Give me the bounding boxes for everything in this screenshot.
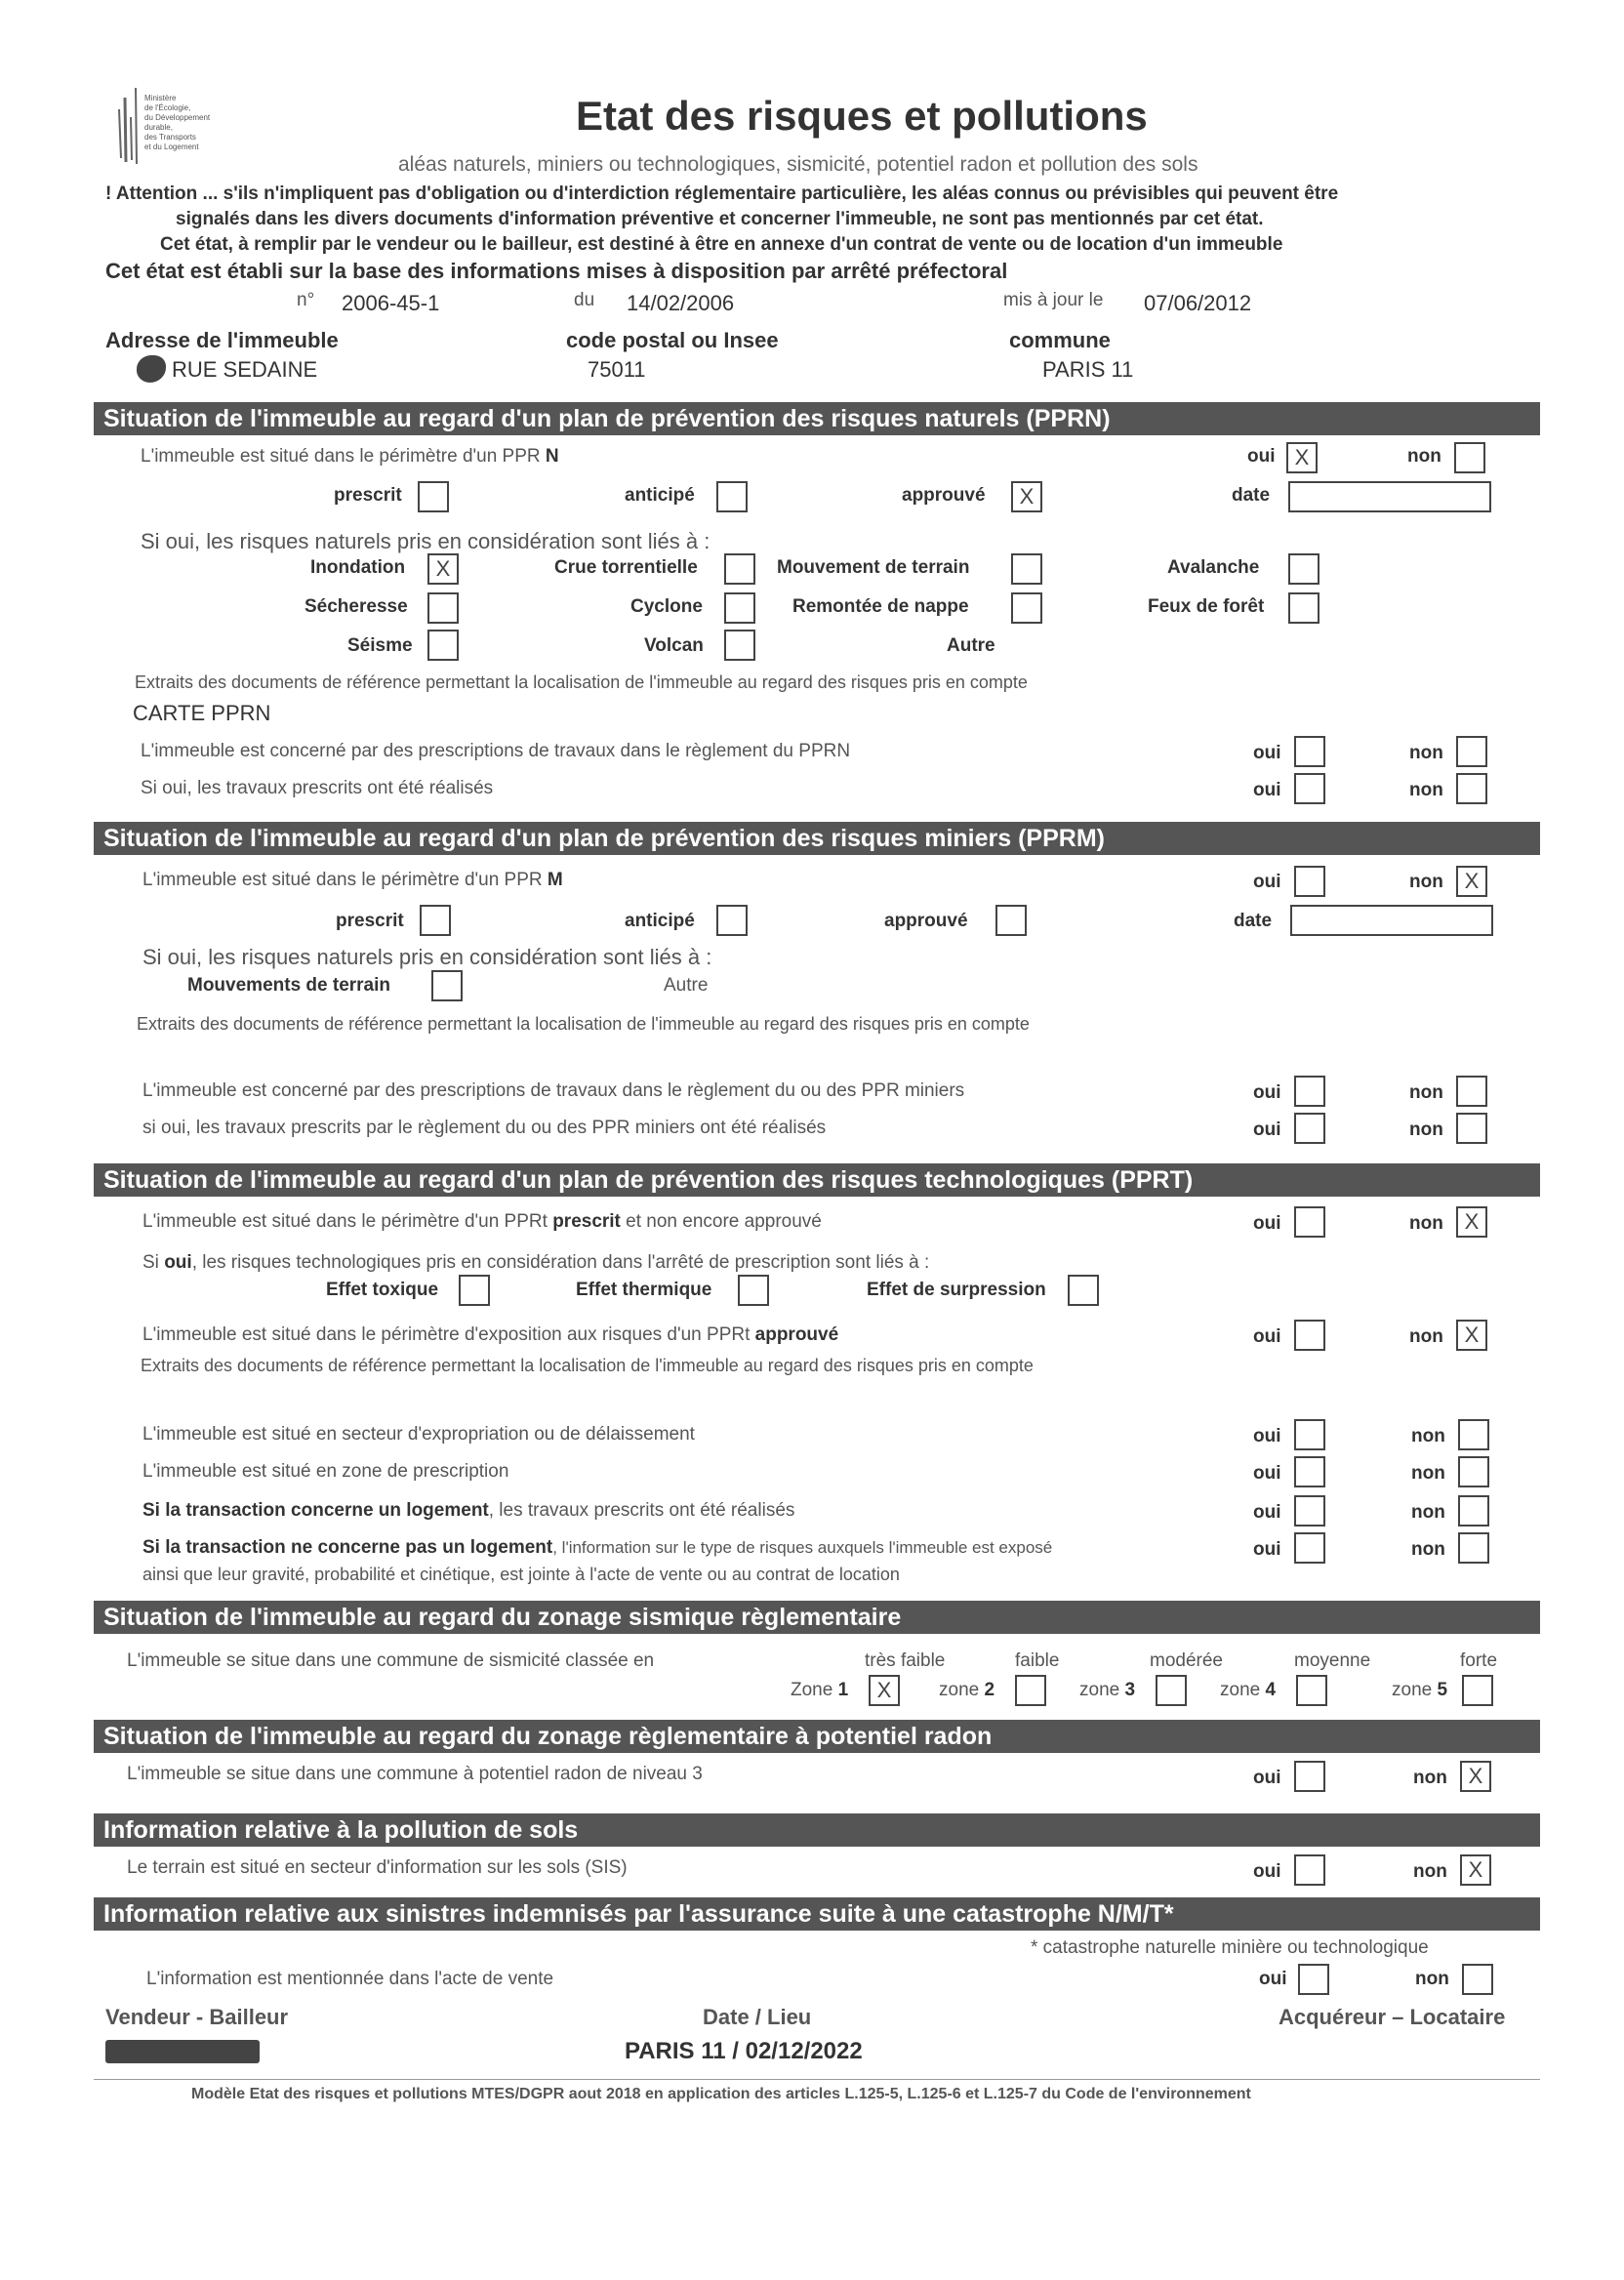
- pprt-q1-oui-label: oui: [1253, 1213, 1281, 1234]
- pprm-approuve-label: approuvé: [884, 911, 968, 931]
- cp-label: code postal ou Insee: [566, 328, 779, 352]
- pprt-q2-oui-checkbox[interactable]: [1294, 1320, 1325, 1351]
- pprn-approuve-checkbox[interactable]: X: [1011, 481, 1042, 512]
- pprt-q1-non-label: non: [1409, 1213, 1443, 1234]
- pprn-q2-non-checkbox[interactable]: [1456, 736, 1487, 767]
- pprt-q2-non-checkbox[interactable]: X: [1456, 1320, 1487, 1351]
- pollution-q: Le terrain est situé en secteur d'information sur les sols (SIS): [127, 1857, 628, 1878]
- pprn-q2-oui-label: oui: [1253, 743, 1281, 763]
- vendeur-signature-redacted: [105, 2040, 260, 2063]
- zone-5-label: zone 5: [1392, 1680, 1448, 1700]
- pprt-q4-non-label: non: [1411, 1463, 1445, 1484]
- sismique-level-2: faible: [1015, 1650, 1060, 1671]
- sismique-level-3: modérée: [1150, 1650, 1223, 1671]
- risk-autre-label: Autre: [947, 635, 995, 656]
- pprn-q1-oui-label: oui: [1247, 446, 1276, 467]
- pprm-q1-oui-label: oui: [1253, 872, 1281, 892]
- arrete-n-label: n°: [297, 290, 315, 310]
- pprn-date-field[interactable]: [1288, 481, 1491, 512]
- pprt-q3-oui-checkbox[interactable]: [1294, 1419, 1325, 1450]
- risk-remontee-checkbox[interactable]: [1011, 592, 1042, 624]
- zone-2-checkbox[interactable]: [1015, 1675, 1046, 1706]
- risk-cyclone-label: Cyclone: [630, 596, 703, 617]
- pprn-extraits-value: CARTE PPRN: [133, 701, 271, 725]
- risk-avalanche-checkbox[interactable]: [1288, 553, 1320, 585]
- commune-label: commune: [1009, 328, 1111, 352]
- pprm-anticipe-checkbox[interactable]: [716, 905, 748, 936]
- pprn-q3-oui-checkbox[interactable]: [1294, 773, 1325, 804]
- pprt-q4-non-checkbox[interactable]: [1458, 1456, 1489, 1487]
- pprm-q2-non-label: non: [1409, 1082, 1443, 1103]
- pprt-q1-non-checkbox[interactable]: X: [1456, 1206, 1487, 1238]
- risk-crue-label: Crue torrentielle: [554, 557, 698, 578]
- commune-value: PARIS 11: [1042, 357, 1134, 382]
- pprn-date-label: date: [1232, 485, 1271, 506]
- pprn-anticipe-label: anticipé: [625, 485, 695, 506]
- effet-thermique-label: Effet thermique: [576, 1280, 712, 1300]
- arrete-n-value: 2006-45-1: [342, 291, 440, 315]
- date-lieu-label: Date / Lieu: [703, 2005, 812, 2029]
- redaction-mark: [137, 355, 166, 383]
- page-title: Etat des risques et pollutions: [576, 93, 1148, 139]
- pprm-q2-oui-checkbox[interactable]: [1294, 1076, 1325, 1107]
- risk-secheresse-checkbox[interactable]: [427, 592, 459, 624]
- pprt-q6-oui-label: oui: [1253, 1539, 1281, 1560]
- risk-avalanche-label: Avalanche: [1167, 557, 1260, 578]
- pollution-oui-label: oui: [1253, 1861, 1281, 1882]
- pprt-q2-non-label: non: [1409, 1326, 1443, 1347]
- sismique-heading: Situation de l'immeuble au regard du zonage sismique règlementaire: [94, 1601, 1540, 1634]
- pprt-q5: Si la transaction concerne un logement, les travaux prescrits ont été réalisés: [142, 1500, 795, 1521]
- radon-oui-label: oui: [1253, 1768, 1281, 1788]
- pollution-non-checkbox[interactable]: X: [1460, 1854, 1491, 1886]
- radon-non-checkbox[interactable]: X: [1460, 1761, 1491, 1792]
- pprm-q2-non-checkbox[interactable]: [1456, 1076, 1487, 1107]
- risk-crue-checkbox[interactable]: [724, 553, 755, 585]
- pprt-q6-non-checkbox[interactable]: [1458, 1532, 1489, 1564]
- radon-q: L'immeuble se situe dans une commune à potentiel radon de niveau 3: [127, 1764, 703, 1784]
- pprn-q2: L'immeuble est concerné par des prescriptions de travaux dans le règlement du PPRN: [141, 741, 851, 761]
- sismique-level-1: très faible: [865, 1650, 946, 1671]
- pprm-autre-label: Autre: [664, 975, 709, 996]
- arrete-maj-label: mis à jour le: [1003, 290, 1104, 310]
- risk-remontee-label: Remontée de nappe: [792, 596, 969, 617]
- pprm-heading: Situation de l'immeuble au regard d'un plan de prévention des risques miniers (PPRM): [94, 822, 1540, 855]
- acquereur-label: Acquéreur – Locataire: [1279, 2005, 1506, 2029]
- attention-line-2: signalés dans les divers documents d'information préventive et concerner l'immeuble, ne sont pas mentionnés par cet état.: [176, 209, 1264, 229]
- pollution-heading: Information relative à la pollution de sols: [94, 1813, 1540, 1847]
- risk-inondation-label: Inondation: [310, 557, 406, 578]
- pprt-q4-oui-label: oui: [1253, 1463, 1281, 1484]
- arrete-maj-value: 07/06/2012: [1144, 291, 1252, 315]
- pprm-date-field[interactable]: [1290, 905, 1493, 936]
- zone-1-label: Zone 1: [791, 1680, 849, 1700]
- attention-line-1: ! Attention ... s'ils n'impliquent pas d'obligation ou d'interdiction réglementaire particulière, les aléas connus ou prévisibles qui peuvent être: [105, 183, 1339, 204]
- risk-seisme-label: Séisme: [347, 635, 413, 656]
- pprt-q5-oui-checkbox[interactable]: [1294, 1495, 1325, 1527]
- pprm-anticipe-label: anticipé: [625, 911, 695, 931]
- pprt-q6-non-label: non: [1411, 1539, 1445, 1560]
- effet-toxique-checkbox[interactable]: [459, 1275, 490, 1306]
- risk-mouvement-checkbox[interactable]: [1011, 553, 1042, 585]
- zone-2-label: zone 2: [939, 1680, 995, 1700]
- pprt-extraits: Extraits des documents de référence permettant la localisation de l'immeuble au regard des risques pris en compte: [141, 1356, 1034, 1375]
- pprn-q3-oui-label: oui: [1253, 780, 1281, 800]
- effet-thermique-checkbox[interactable]: [738, 1275, 769, 1306]
- sinistres-oui-checkbox[interactable]: [1298, 1964, 1329, 1995]
- pprm-q1: L'immeuble est situé dans le périmètre d'un PPR M: [142, 870, 563, 890]
- pprn-letter: N: [545, 446, 559, 467]
- sismique-level-4: moyenne: [1294, 1650, 1371, 1671]
- address-label: Adresse de l'immeuble: [105, 328, 339, 352]
- radon-oui-checkbox[interactable]: [1294, 1761, 1325, 1792]
- pprm-extraits: Extraits des documents de référence permettant la localisation de l'immeuble au regard des risques pris en compte: [137, 1014, 1030, 1034]
- pprt-q4: L'immeuble est situé en zone de prescription: [142, 1461, 509, 1482]
- zone-1-checkbox[interactable]: X: [869, 1675, 900, 1706]
- risk-mouvement-label: Mouvement de terrain: [777, 557, 970, 578]
- pprn-q3: Si oui, les travaux prescrits ont été réalisés: [141, 778, 494, 798]
- pprt-q3-oui-label: oui: [1253, 1426, 1281, 1446]
- pprn-anticipe-checkbox[interactable]: [716, 481, 748, 512]
- pprt-q3: L'immeuble est situé en secteur d'expropriation ou de délaissement: [142, 1424, 695, 1445]
- zone-3-label: zone 3: [1079, 1680, 1136, 1700]
- pprm-q1-oui-checkbox[interactable]: [1294, 866, 1325, 897]
- arrete-du-label: du: [574, 290, 595, 310]
- pprm-q3: si oui, les travaux prescrits par le règlement du ou des PPR miniers ont été réalisés: [142, 1118, 827, 1138]
- pprn-q3-non-checkbox[interactable]: [1456, 773, 1487, 804]
- pprt-q5-non-checkbox[interactable]: [1458, 1495, 1489, 1527]
- risk-feux-checkbox[interactable]: [1288, 592, 1320, 624]
- sinistres-oui-label: oui: [1259, 1969, 1287, 1989]
- pprm-q3-oui-label: oui: [1253, 1120, 1281, 1140]
- pprn-q2-non-label: non: [1409, 743, 1443, 763]
- pprt-q1-oui-checkbox[interactable]: [1294, 1206, 1325, 1238]
- page-subtitle: aléas naturels, miniers ou technologiques, sismicité, potentiel radon et pollution des sols: [398, 153, 1198, 176]
- risk-secheresse-label: Sécheresse: [304, 596, 408, 617]
- pprt-heading: Situation de l'immeuble au regard d'un plan de prévention des risques technologiques (PPRT): [94, 1163, 1540, 1197]
- pprt-q3-non-checkbox[interactable]: [1458, 1419, 1489, 1450]
- zone-4-label: zone 4: [1220, 1680, 1277, 1700]
- zone-4-checkbox[interactable]: [1296, 1675, 1327, 1706]
- risk-volcan-label: Volcan: [644, 635, 704, 656]
- pprm-mouvements-checkbox[interactable]: [431, 970, 463, 1001]
- pprm-q1-non-label: non: [1409, 872, 1443, 892]
- cp-value: 75011: [588, 357, 646, 382]
- pprm-q2-oui-label: oui: [1253, 1082, 1281, 1103]
- pprt-q6-line2: ainsi que leur gravité, probabilité et cinétique, est jointe à l'acte de vente ou au contrat de location: [142, 1565, 900, 1584]
- pprm-approuve-checkbox[interactable]: [995, 905, 1027, 936]
- ministry-logo: [115, 88, 252, 166]
- pprt-q2: L'immeuble est situé dans le périmètre d'exposition aux risques d'un PPRt approuvé: [142, 1324, 839, 1345]
- pprn-prescrit-checkbox[interactable]: [418, 481, 449, 512]
- pprm-mouvements-label: Mouvements de terrain: [187, 975, 390, 996]
- sinistres-non-label: non: [1415, 1969, 1449, 1989]
- footer-divider: [94, 2079, 1540, 2080]
- risk-cyclone-checkbox[interactable]: [724, 592, 755, 624]
- effet-toxique-label: Effet toxique: [326, 1280, 439, 1300]
- pprm-q3-non-checkbox[interactable]: [1456, 1113, 1487, 1144]
- risk-volcan-checkbox[interactable]: [724, 630, 755, 661]
- pprm-prescrit-checkbox[interactable]: [420, 905, 451, 936]
- pprt-q5-non-label: non: [1411, 1502, 1445, 1523]
- pprm-q3-oui-checkbox[interactable]: [1294, 1113, 1325, 1144]
- pprt-q2-oui-label: oui: [1253, 1326, 1281, 1347]
- footer-note: Modèle Etat des risques et pollutions MTES/DGPR aout 2018 en application des articles L.125-5, L.125-6 et L.125-7 du Code de l'environnement: [191, 2086, 1251, 2102]
- arrete-intro: Cet état est établi sur la base des informations mises à disposition par arrêté préfectoral: [105, 259, 1008, 283]
- radon-non-label: non: [1413, 1768, 1447, 1788]
- pprn-extraits: Extraits des documents de référence permettant la localisation de l'immeuble au regard des risques pris en compte: [135, 672, 1028, 692]
- pollution-oui-checkbox[interactable]: [1294, 1854, 1325, 1886]
- pprn-heading: Situation de l'immeuble au regard d'un plan de prévention des risques naturels (PPRN): [94, 402, 1540, 435]
- pprm-q2: L'immeuble est concerné par des prescriptions de travaux dans le règlement du ou des PPR miniers: [142, 1080, 965, 1101]
- pprm-letter: M: [547, 870, 563, 890]
- pollution-non-label: non: [1413, 1861, 1447, 1882]
- pprm-q3-non-label: non: [1409, 1120, 1443, 1140]
- risk-feux-label: Feux de forêt: [1148, 596, 1265, 617]
- pprt-q4-oui-checkbox[interactable]: [1294, 1456, 1325, 1487]
- pprt-q6: Si la transaction ne concerne pas un logement, l'information sur le type de risques auxquels l'immeuble est exposé: [142, 1537, 1053, 1558]
- sinistres-note: * catastrophe naturelle minière ou technologique: [1031, 1937, 1429, 1958]
- attention-line-3: Cet état, à remplir par le vendeur ou le bailleur, est destiné à être en annexe d'un contrat de vente ou de location d'un immeuble: [160, 234, 1283, 255]
- pprt-si-oui: Si oui, les risques technologiques pris en considération dans l'arrêté de prescription sont liés à :: [142, 1252, 930, 1273]
- pprt-q6-oui-checkbox[interactable]: [1294, 1532, 1325, 1564]
- pprn-si-oui: Si oui, les risques naturels pris en considération sont liés à :: [141, 529, 710, 553]
- zone-3-checkbox[interactable]: [1156, 1675, 1187, 1706]
- pprn-q2-oui-checkbox[interactable]: [1294, 736, 1325, 767]
- pprn-q3-non-label: non: [1409, 780, 1443, 800]
- pprn-q1: L'immeuble est situé dans le périmètre d'un PPR N: [141, 446, 559, 467]
- pprm-date-label: date: [1234, 911, 1273, 931]
- ministry-name: Ministère de l'Écologie, du Développement durable, des Transports et du Logement: [144, 94, 211, 151]
- sinistres-q: L'information est mentionnée dans l'acte de vente: [146, 1969, 554, 1989]
- date-lieu-value: PARIS 11 / 02/12/2022: [625, 2038, 863, 2064]
- sismique-level-5: forte: [1460, 1650, 1498, 1671]
- radon-heading: Situation de l'immeuble au regard du zonage règlementaire à potentiel radon: [94, 1720, 1540, 1753]
- sismique-q: L'immeuble se situe dans une commune de sismicité classée en: [127, 1650, 655, 1671]
- zone-5-checkbox[interactable]: [1462, 1675, 1493, 1706]
- sinistres-non-checkbox[interactable]: [1462, 1964, 1493, 1995]
- risk-inondation-checkbox[interactable]: X: [427, 553, 459, 585]
- pprm-prescrit-label: prescrit: [336, 911, 404, 931]
- address-value: RUE SEDAINE: [172, 357, 318, 382]
- pprm-si-oui: Si oui, les risques naturels pris en considération sont liés à :: [142, 945, 712, 969]
- pprn-q1-non-checkbox[interactable]: [1454, 442, 1485, 473]
- pprm-q1-non-checkbox[interactable]: X: [1456, 866, 1487, 897]
- pprn-q1-non-label: non: [1407, 446, 1441, 467]
- pprt-q5-oui-label: oui: [1253, 1502, 1281, 1523]
- vendeur-label: Vendeur - Bailleur: [105, 2005, 289, 2029]
- pprn-prescrit-label: prescrit: [334, 485, 402, 506]
- arrete-du-value: 14/02/2006: [627, 291, 735, 315]
- effet-surpression-checkbox[interactable]: [1068, 1275, 1099, 1306]
- effet-surpression-label: Effet de surpression: [867, 1280, 1046, 1300]
- pprt-q3-non-label: non: [1411, 1426, 1445, 1446]
- sinistres-heading: Information relative aux sinistres indemnisés par l'assurance suite à une catastrophe N/M/T*: [94, 1897, 1540, 1931]
- pprn-q1-oui-checkbox[interactable]: X: [1286, 442, 1318, 473]
- pprt-q1: L'immeuble est situé dans le périmètre d'un PPRt prescrit et non encore approuvé: [142, 1211, 822, 1232]
- risk-seisme-checkbox[interactable]: [427, 630, 459, 661]
- pprn-approuve-label: approuvé: [902, 485, 986, 506]
